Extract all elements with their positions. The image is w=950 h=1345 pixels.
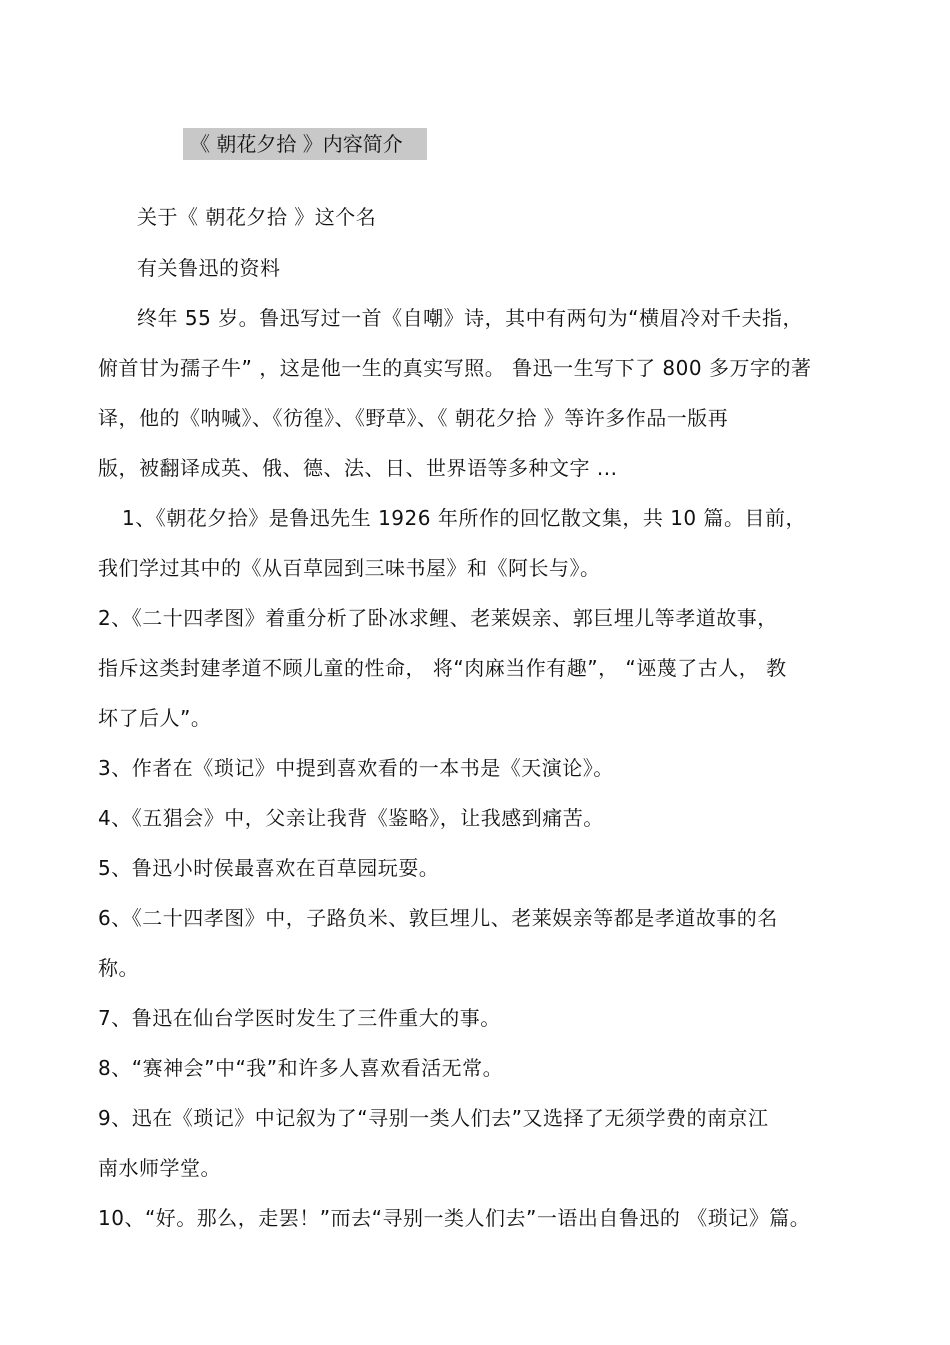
text-line-18: 8、“赛神会”中“我”和许多人喜欢看活无常。 [98,1056,504,1080]
text-line-5: 译，他的《呐喊》、《彷徨》、《野草》、《 朝花夕拾 》等许多作品一版再 [98,406,729,430]
text-line-1: 关于《 朝花夕拾 》这个名 [137,205,377,229]
text-line-6: 版，被翻译成英、俄、德、法、日、世界语等多种文字 ... [98,456,618,480]
text-line-4: 俯首甘为孺子牛” ，这是他一生的真实写照。 鲁迅一生写下了 800 多万字的著 [98,356,812,380]
text-line-17: 7、鲁迅在仙台学医时发生了三件重大的事。 [98,1006,501,1030]
text-line-21: 10、“好。那么，走罢！”而去“寻别一类人们去”一语出自鲁迅的 《琐记》篇。 [98,1206,811,1230]
text-line-12: 3、作者在《琐记》中提到喜欢看的一本书是《天演论》。 [98,756,614,780]
text-line-2: 有关鲁迅的资料 [137,256,281,280]
document-title: 《 朝花夕拾 》内容简介 [190,132,403,156]
text-line-19: 9、迅在《琐记》中记叙为了“寻别一类人们去”又选择了无须学费的南京江 [98,1106,769,1130]
text-line-14: 5、鲁迅小时侯最喜欢在百草园玩耍。 [98,856,440,880]
text-line-3: 终年 55 岁。鲁迅写过一首《自嘲》诗，其中有两句为“横眉冷对千夫指， [137,306,804,330]
text-line-8: 我们学过其中的《从百草园到三味书屋》和《阿长与》。 [98,556,601,580]
text-line-10: 指斥这类封建孝道不顾儿童的性命， 将“肉麻当作有趣”， “诬蔑了古人， 教 [98,656,787,680]
text-line-7: 1、《朝花夕拾》是鲁迅先生 1926 年所作的回忆散文集，共 10 篇。目前， [122,506,807,530]
text-line-15: 6、《二十四孝图》中，子路负米、敦巨埋儿、老莱娱亲等都是孝道故事的名 [98,906,778,930]
text-line-9: 2、《二十四孝图》着重分析了卧冰求鲤、老莱娱亲、郭巨埋儿等孝道故事， [98,606,778,630]
text-line-16: 称。 [98,956,139,980]
text-line-11: 坏了后人”。 [98,706,212,730]
text-line-20: 南水师学堂。 [98,1156,221,1180]
text-line-13: 4、《五猖会》中，父亲让我背《鉴略》，让我感到痛苦。 [98,806,604,830]
